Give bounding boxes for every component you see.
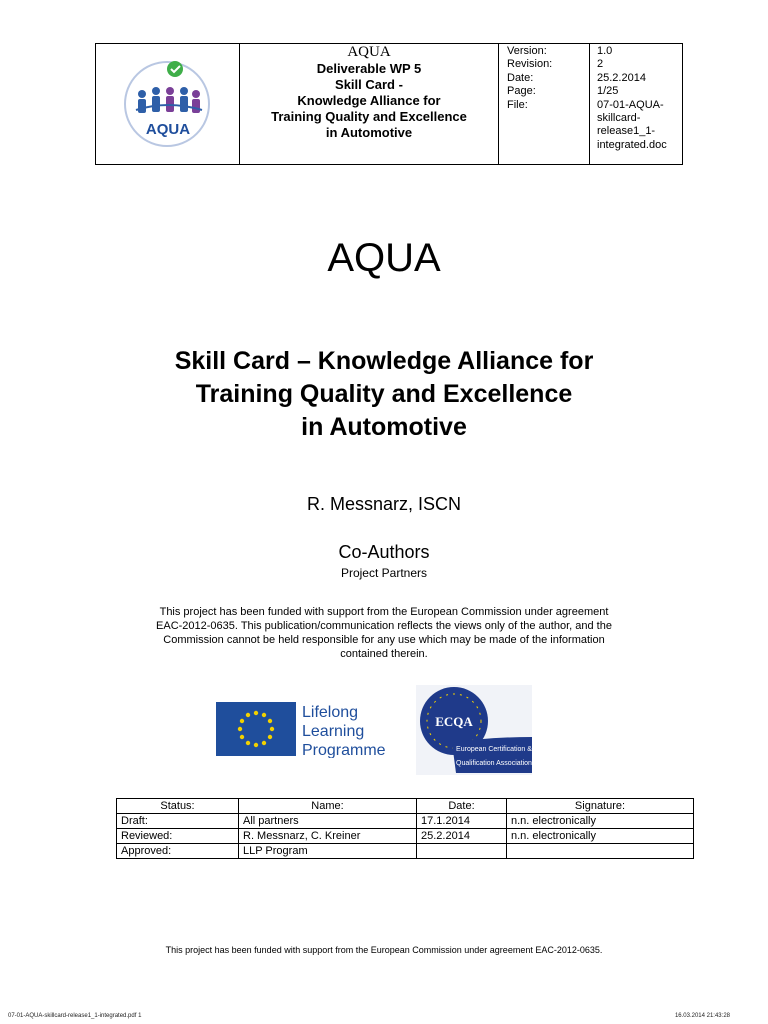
header-deliverable: Deliverable WP 5 [316,61,422,76]
llp-logo [216,700,406,758]
funding-line: EAC-2012-0635. This publication/communication reflects the views only of the author, and the [156,620,612,632]
name-cell: LLP Program [239,844,417,859]
status-table-header [117,799,694,814]
meta-label-date: Date: [507,71,534,84]
ecqa-ribbon-line: European Certification & [456,746,532,753]
meta-value-version: 1.0 [597,45,613,57]
document-title: AQUA [327,236,441,280]
document-header-table [95,43,683,165]
meta-label-page: Page: [507,85,536,98]
meta-value-file: skillcard- [597,112,641,125]
header-doc-title-line: Knowledge Alliance for [297,93,441,108]
date-cell [417,844,507,859]
meta-value-revision: 2 [597,58,604,71]
status-cell: Draft: [117,814,239,829]
status-cell: Approved: [117,844,239,859]
funding-line: Commission cannot be held responsible for any use which may be made of the information [163,634,605,646]
ecqa-ribbon-line: Qualification Association [456,760,532,767]
header-meta-labels [499,44,590,165]
document-subtitle [0,345,768,444]
llp-logo-line: Lifelong [302,704,359,721]
status-header-cell: Status: [117,799,239,814]
print-footer-timestamp: 16.03.2014 21:43:28 [674,1013,730,1019]
subtitle-line: Skill Card – Knowledge Alliance for [174,347,594,375]
meta-value-file: integrated.doc [597,138,667,151]
status-header-cell: Signature: [507,799,694,814]
meta-label-version: Version: [507,45,547,57]
meta-value-page: 1/25 [597,85,619,98]
header-project-name: AQUA [347,44,391,60]
footer-funding-note: This project has been funded with support from the European Commission under agreement EAC-2012-0635. [165,945,603,955]
ecqa-badge-text: ECQA [435,714,473,729]
header-logo-cell [96,44,240,165]
coauthors: Project Partners [340,566,428,580]
llp-logo-line: Learning [302,723,365,740]
approval-status-table [116,798,694,859]
signature-cell: n.n. electronically [507,829,694,844]
coauthors-heading: Co-Authors [338,542,430,562]
header-doc-title-line: Training Quality and Excellence [271,109,467,124]
name-cell: R. Messnarz, C. Kreiner [239,829,417,844]
aqua-logo [96,44,239,164]
meta-value-file: release1_1- [597,125,656,138]
table-row [117,814,694,829]
name-cell: All partners [239,814,417,829]
meta-label-revision: Revision: [507,58,553,71]
signature-cell [507,844,694,859]
table-row [117,844,694,859]
ecqa-logo [416,685,532,775]
subtitle-line: Training Quality and Excellence [195,380,573,408]
status-cell: Reviewed: [117,829,239,844]
meta-label-file: File: [507,98,528,111]
funding-statement [120,605,648,661]
header-title-cell [240,44,499,165]
header-doc-title-line: in Automotive [325,125,413,140]
funding-line: This project has been funded with support from the European Commission under agreement [159,606,609,618]
subtitle-line: in Automotive [301,413,467,441]
table-row [117,829,694,844]
eu-flag-icon [216,702,296,756]
date-cell: 17.1.2014 [417,814,507,829]
header-doc-title-line: Skill Card - [335,77,403,92]
funding-line: contained therein. [340,648,428,660]
aqua-logo-text: AQUA [145,121,191,138]
header-meta-values [590,44,683,165]
author: R. Messnarz, ISCN [306,494,462,514]
date-cell: 25.2.2014 [417,829,507,844]
llp-logo-line: Programme [302,742,386,758]
signature-cell: n.n. electronically [507,814,694,829]
status-header-cell: Date: [417,799,507,814]
meta-value-date: 25.2.2014 [597,71,646,84]
print-footer-filename: 07-01-AQUA-skillcard-release1_1-integrated.pdf 1 [8,1013,142,1019]
status-header-cell: Name: [239,799,417,814]
meta-value-file: 07-01-AQUA- [597,98,664,111]
